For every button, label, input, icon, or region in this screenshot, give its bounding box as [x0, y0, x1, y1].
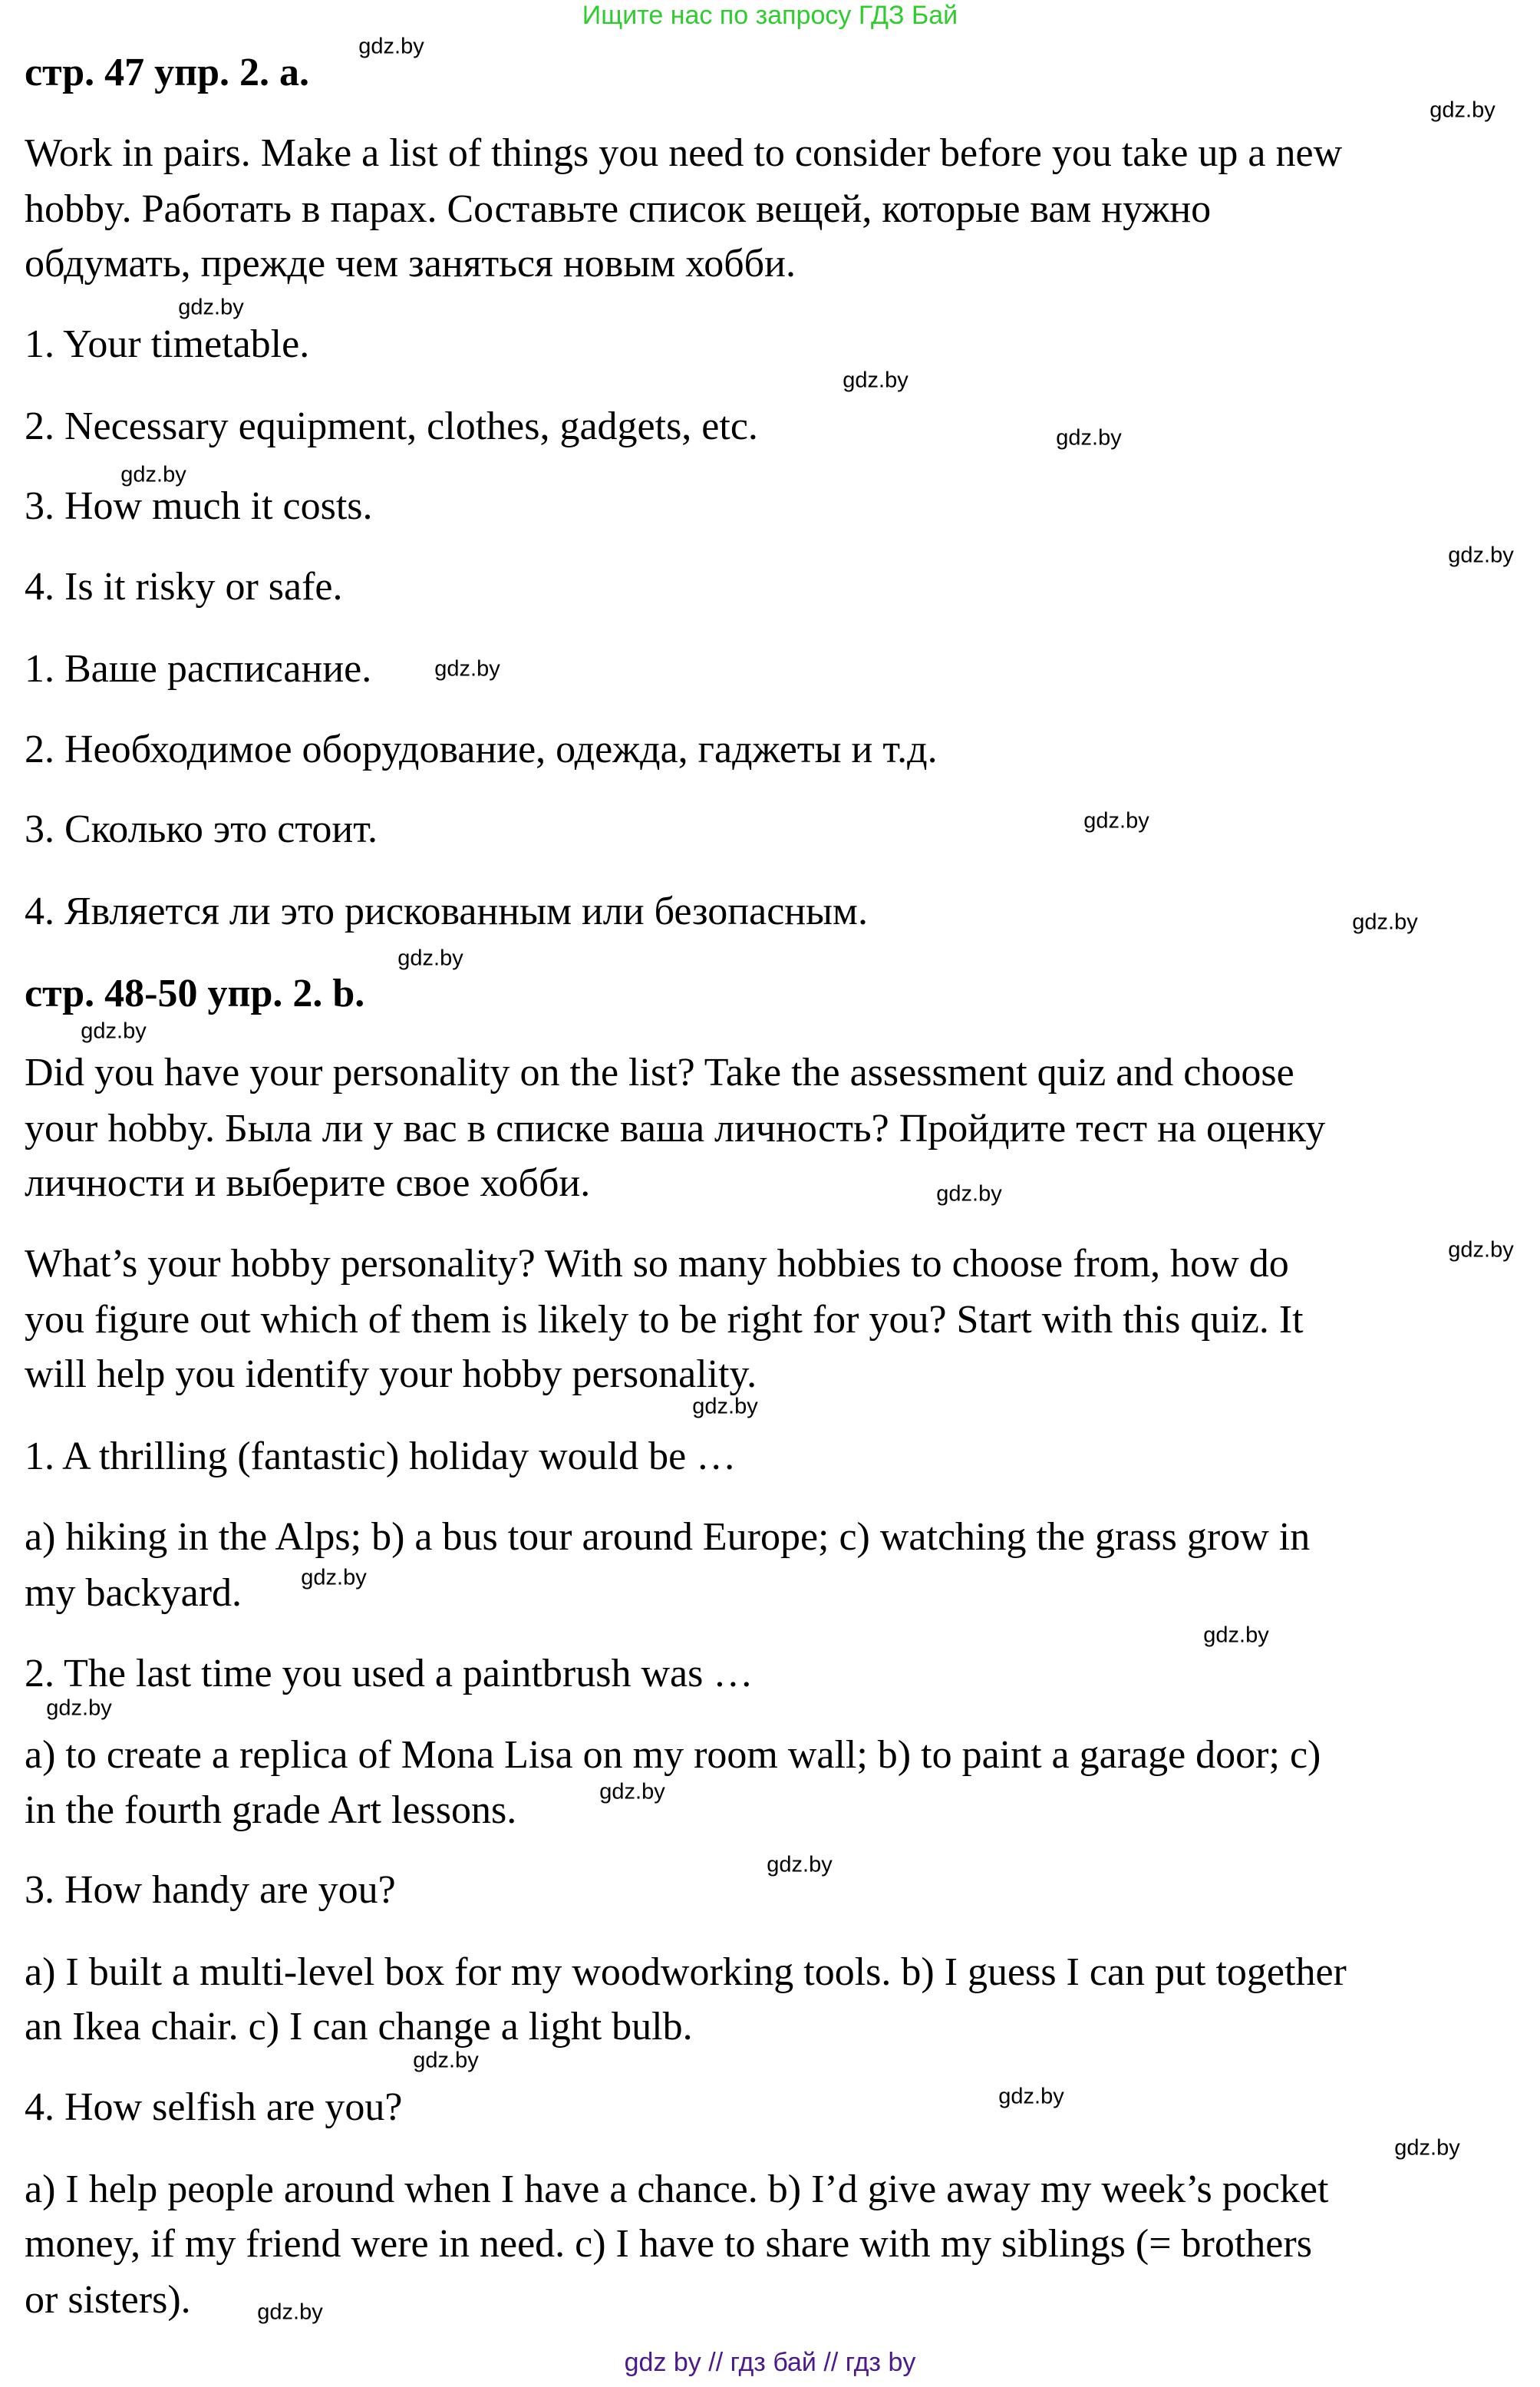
quiz-answer: my backyard.	[25, 1571, 242, 1615]
quiz-answer: money, if my friend were in need. c) I have to share with my siblings (= brothers	[25, 2222, 1312, 2266]
paragraph-line: will help you identify your hobby personality.	[25, 1352, 757, 1396]
paragraph-line: обдумать, прежде чем заняться новым хобби.	[25, 242, 796, 286]
quiz-answer: a) to create a replica of Mona Lisa on my room wall; b) to paint a garage door; c)	[25, 1733, 1321, 1777]
watermark: gdz.by	[843, 368, 909, 393]
watermark: gdz.by	[81, 1019, 147, 1044]
watermark: gdz.by	[1083, 808, 1149, 834]
paragraph-line: Work in pairs. Make a list of things you need to consider before you take up a new	[25, 131, 1343, 175]
quiz-answer: in the fourth grade Art lessons.	[25, 1788, 517, 1832]
watermark: gdz.by	[692, 1394, 758, 1419]
paragraph-line: Did you have your personality on the list? Take the assessment quiz and choose	[25, 1051, 1294, 1094]
list-item: 2. Necessary equipment, clothes, gadgets, etc.	[25, 404, 758, 448]
watermark: gdz.by	[1394, 2135, 1460, 2161]
watermark: gdz.by	[120, 462, 186, 487]
list-item: 2. Необходимое оборудование, одежда, гаджеты и т.д.	[25, 728, 938, 771]
list-item: 4. Is it risky or safe.	[25, 565, 343, 609]
list-item: 4. Является ли это рискованным или безопасным.	[25, 890, 868, 933]
quiz-answer: or sisters).	[25, 2278, 191, 2322]
paragraph-line: hobby. Работать в парах. Составьте список вещей, которые вам нужно	[25, 187, 1212, 231]
watermark: gdz.by	[998, 2084, 1064, 2109]
list-item: 3. Сколько это стоит.	[25, 807, 378, 851]
search-banner[interactable]: Ищите нас по запросу ГДЗ Бай	[582, 1, 958, 30]
quiz-question: 3. How handy are you?	[25, 1868, 396, 1912]
watermark: gdz.by	[397, 946, 463, 971]
watermark: gdz.by	[257, 2300, 323, 2325]
watermark: gdz.by	[1430, 97, 1495, 123]
quiz-answer: a) I built a multi-level box for my woodworking tools. b) I guess I can put together	[25, 1950, 1347, 1994]
paragraph-line: you figure out which of them is likely to be right for you? Start with this quiz. It	[25, 1298, 1304, 1342]
section-title: стр. 47 упр. 2. а.	[25, 51, 310, 94]
quiz-answer: a) hiking in the Alps; b) a bus tour around Europe; c) watching the grass grow in	[25, 1515, 1311, 1559]
watermark: gdz.by	[599, 1779, 665, 1804]
paragraph-line: What’s your hobby personality? With so many hobbies to choose from, how do	[25, 1242, 1289, 1286]
quiz-answer: a) I help people around when I have a chance. b) I’d give away my week’s pocket	[25, 2167, 1329, 2211]
watermark: gdz.by	[358, 34, 424, 59]
watermark: gdz.by	[301, 1565, 367, 1590]
quiz-question: 4. How selfish are you?	[25, 2085, 403, 2129]
watermark: gdz.by	[413, 2048, 479, 2073]
list-item: 1. Ваше расписание.	[25, 647, 372, 691]
watermark: gdz.by	[46, 1695, 112, 1721]
watermark: gdz.by	[434, 656, 500, 682]
section-title: стр. 48-50 упр. 2. b.	[25, 972, 365, 1015]
footer-links[interactable]: gdz by // гдз бай // гдз by	[624, 2348, 916, 2377]
watermark: gdz.by	[1352, 910, 1418, 935]
paragraph-line: личности и выберите свое хобби.	[25, 1161, 591, 1205]
watermark: gdz.by	[1203, 1623, 1269, 1648]
watermark: gdz.by	[1448, 543, 1514, 568]
list-item: 3. How much it costs.	[25, 484, 373, 528]
watermark: gdz.by	[767, 1852, 833, 1877]
watermark: gdz.by	[936, 1181, 1002, 1207]
quiz-question: 2. The last time you used a paintbrush was …	[25, 1652, 754, 1695]
watermark: gdz.by	[1056, 425, 1122, 451]
quiz-answer: an Ikea chair. c) I can change a light bulb.	[25, 2005, 693, 2049]
paragraph-line: your hobby. Была ли у вас в списке ваша личность? Пройдите тест на оценку	[25, 1107, 1326, 1151]
watermark: gdz.by	[1448, 1237, 1514, 1263]
watermark: gdz.by	[178, 295, 244, 320]
quiz-question: 1. A thrilling (fantastic) holiday would be …	[25, 1435, 737, 1478]
list-item: 1. Your timetable.	[25, 322, 310, 366]
